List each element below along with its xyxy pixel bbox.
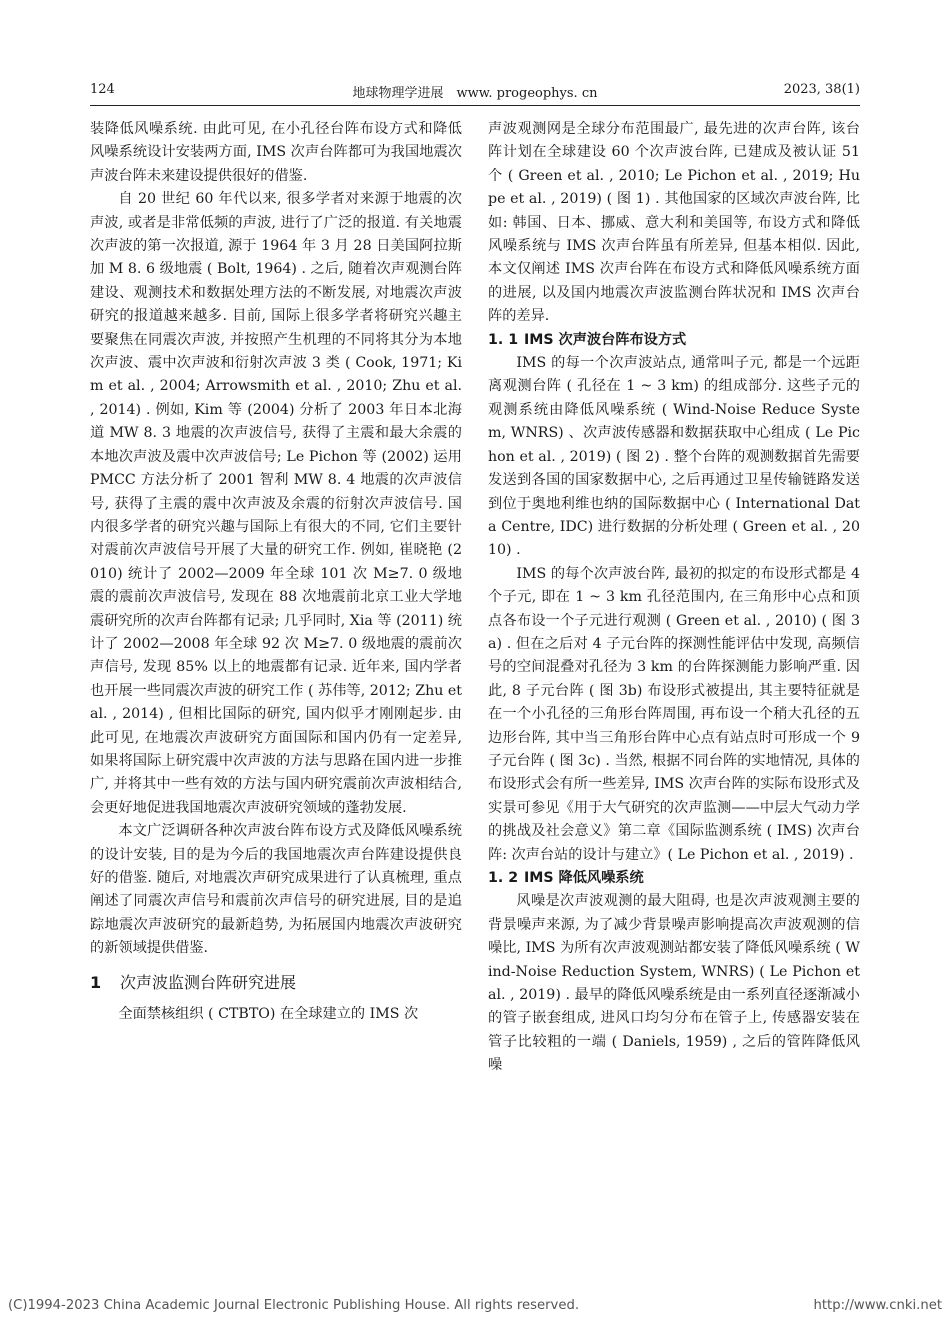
subsection-heading	[488, 867, 860, 890]
year-issue: 2023, 38(1)	[783, 82, 860, 97]
subsection-number: 1. 2	[488, 870, 519, 886]
paragraph: 声波观测网是全球分布范围最广, 最先进的次声台阵, 该台阵计划在全球建设 60 个次声波台阵, 已建成及被认证 51 个 ( Green et al. , 2010; Le Pichon et al. , 2019; Hupe et al. , 2019) ( 图 1) . 其他国家的区域次声波台阵, 比如: 韩国、日本、挪威、意大利和美国等, 布设方式和降低风噪系统与 IMS 次声台阵虽有所差异, 但基本相似. 因此, 本文仅阐述 IMS 次声台阵在布设方式和降低风噪系统方面的进展, 以及国内地震次声波监测台阵状况和 IMS 次声台阵的差异.	[488, 121, 860, 325]
subsection-title: IMS 降低风噪系统	[524, 870, 644, 886]
running-header	[90, 82, 860, 102]
paragraph: 自 20 世纪 60 年代以来, 很多学者对来源于地震的次声波, 或者是非常低频的声波, 进行了广泛的报道. 有关地震次声波的第一次报道, 源于 1964 年 3 月 28 日美国阿拉斯加 M 8. 6 级地震 ( Bolt, 1964) . 之后, 随着次声观测台阵建设、观测技术和数据处理方法的不断发展, 对地震次声波研究的报道越来越多. 目前, 国际上很多学者将研究兴趣主要聚焦在同震次声波, 并按照产生机理的不同将其分为本地次声波、震中次声波和衍射次声波 3 类 ( Cook, 1971; Kim et al. , 2004; Arrowsmith et al. , 2010; Zhu et al. , 2014) . 例如, Kim 等 (2004) 分析了 2003 年日本北海道 MW 8. 3 地震的次声波信号, 获得了主震和最大余震的本地次声波及震中次声波信号; Le Pichon 等 (2002) 运用 PMCC 方法分析了 2001 智利 MW 8. 4 地震的次声波信号, 获得了主震的震中次声波及余震的衍射次声波信号. 国内很多学者的研究兴趣与国际上有很大的不同, 它们主要针对震前次声波信号开展了大量的研究工作. 例如, 崔晓艳 (2010) 统计了 2002—2009 年全球 101 次 M≥7. 0 级地震的震前次声波信号, 发现在 88 次地震前北京工业大学地震研究所的次声台阵都有记录; 几乎同时, Xia 等 (2011) 统计了 2002—2008 年全球 92 次 M≥7. 0 级地震的震前次声信号, 发现 85% 以上的地震都有记录. 近年来, 国内学者也开展一些同震次声波的研究工作 ( 苏伟等, 2012; Zhu et al. , 2014) , 但相比国际的研究, 国内似乎才刚刚起步. 由此可见, 在地震次声波研究方面国际和国内仍有一定差异, 如果将国际上研究震中次声波的方法与思路在国内进一步推广, 并将其中一些有效的方法与国内研究震前次声波相结合, 会更好地促进我国地震次声波研究领域的蓬勃发展.	[90, 191, 462, 816]
header-rule	[90, 105, 860, 106]
section-number: 1	[90, 972, 102, 992]
page-number: 124	[90, 82, 115, 97]
copyright-text: (C)1994-2023 China Academic Journal Electronic Publishing House. All rights reserved.	[8, 1298, 580, 1313]
paragraph: IMS 的每一个次声波站点, 通常叫子元, 都是一个远距离观测台阵 ( 孔径在 1 ~ 3 km) 的组成部分. 这些子元的观测系统由降低风噪系统 ( Wind-Noise Reduce System, WNRS) 、次声波传感器和数据获取中心组成 ( Le Pichon et al. , 2019) ( 图 2) . 整个台阵的观测数据首先需要发送到各国的国家数据中心, 之后再通过卫星传输链路发送到位于奥地利维也纳的国际数据中心 ( International Data Centre, IDC) 进行数据的分析处理 ( Green et al. , 2010) .	[488, 355, 860, 559]
paragraph: 风噪是次声波观测的最大阻碍, 也是次声波观测主要的背景噪声来源, 为了减少背景噪声影响提高次声波观测的信噪比, IMS 为所有次声波观测站都安装了降低风噪系统 ( Wind-Noise Reduction System, WNRS) ( Le Pichon et al. , 2019) . 最早的降低风噪系统是由一系列直径逐渐减小的管子嵌套组成, 进风口均匀分布在管子上, 传感器安装在管子比较粗的一端 ( Daniels, 1959) , 之后的管阵降低风噪	[488, 893, 860, 1074]
paragraph: 本文广泛调研各种次声波台阵布设方式及降低风噪系统的设计安装, 目的是为今后的我国地震次声台阵建设提供良好的借鉴. 随后, 对地震次声研究成果进行了认真梳理, 重点阐述了同震次声信号和震前次声信号的研究进展, 目的是追踪地震次声波研究的最新趋势, 为拓展国内地震次声波研究的新领域提供借鉴.	[90, 823, 462, 957]
cnki-link[interactable]: http://www.cnki.net	[813, 1298, 942, 1313]
subsection-number: 1. 1	[488, 331, 519, 348]
section-heading	[90, 971, 462, 995]
copyright-footer	[8, 1298, 942, 1313]
section-title: 次声波监测台阵研究进展	[120, 972, 297, 992]
journal-name: 地球物理学进展 www. progeophys. cn	[352, 86, 598, 101]
subsection-heading	[488, 329, 860, 352]
paragraph: 全面禁核组织 ( CTBTO) 在全球建立的 IMS 次	[118, 1005, 419, 1022]
left-column	[90, 118, 462, 1026]
paragraph: 装降低风噪系统. 由此可见, 在小孔径台阵布设方式和降低风噪系统设计安装两方面, IMS 次声台阵都可为我国地震次声波台阵未来建设提供很好的借鉴.	[90, 121, 462, 184]
subsection-title: IMS 次声波台阵布设方式	[524, 331, 687, 348]
right-column	[488, 118, 860, 1078]
paragraph: IMS 的每个次声波台阵, 最初的拟定的布设形式都是 4 个子元, 即在 1 ~ 3 km 孔径范围内, 在三角形中心点和顶点各布设一个子元进行观测 ( Green et al. , 2010) ( 图 3a) . 但在之后对 4 子元台阵的探测性能评估中发现, 高频信号的空间混叠对孔径为 3 km 的台阵探测能力影响严重. 因此, 8 子元台阵 ( 图 3b) 布设形式被提出, 其主要特征就是在一个小孔径的三角形台阵周围, 再布设一个稍大孔径的五边形台阵, 其中当三角形台阵中心点有站点时可形成一个 9 子元台阵 ( 图 3c) . 当然, 根据不同台阵的实地情况, 具体的布设形式会有所一些差异, IMS 次声台阵的实际布设形式及实景可参见《用于大气研究的次声监测——中层大气动力学的挑战及社会意义》第二章《国际监测系统 ( IMS) 次声台阵: 次声台站的设计与建立》( Le Pichon et al. , 2019) .	[488, 565, 860, 863]
